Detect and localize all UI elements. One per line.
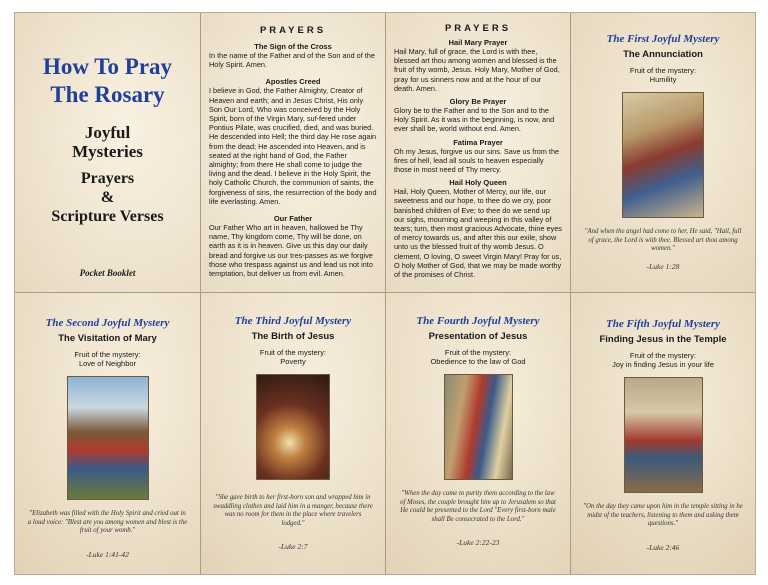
cover-panel (15, 13, 201, 293)
cover-subtitle-line: Mysteries (72, 142, 143, 161)
fruit-label: Fruit of the mystery: (629, 351, 697, 360)
scripture-quote: "She gave birth to her first-born son and wrapped him in swaddling clothes and laid him in a manger, because there was no room for them in the place where travelers lodged." (213, 494, 373, 527)
mystery-fruit (579, 66, 747, 84)
nativity-painting (256, 374, 330, 480)
mystery-title: The Second Joyful Mystery (45, 317, 170, 329)
prayers-panel-right (386, 13, 571, 293)
mystery-fruit (394, 348, 562, 366)
mystery-name: Presentation of Jesus (428, 331, 528, 342)
presentation-painting (444, 374, 513, 480)
scripture-quote: "On the day they came upon him in the temple sitting in he midst of the teachers, listening to them and asking them questions." (583, 503, 743, 528)
fruit-value: Love of Neighbor (78, 359, 137, 368)
booklet-sheet (14, 12, 756, 575)
prayer-title: Hail Mary Prayer (448, 38, 508, 47)
mystery-title: The Fourth Joyful Mystery (416, 315, 540, 327)
cover-footer: Pocket Booklet (79, 268, 136, 278)
cover-contents-line: & (100, 189, 115, 206)
mystery-title: The Third Joyful Mystery (234, 315, 352, 327)
mystery-panel-1 (571, 13, 755, 293)
mystery-name: The Visitation of Mary (58, 333, 157, 344)
fruit-label: Fruit of the mystery: (444, 348, 512, 357)
mystery-name: The Birth of Jesus (251, 331, 335, 342)
mystery-title: The First Joyful Mystery (606, 33, 720, 45)
scripture-reference: -Luke 2:22-23 (456, 538, 500, 548)
cover-title-line: The Rosary (50, 82, 165, 107)
prayer-title: Fatima Prayer (453, 137, 503, 147)
prayer-title: Hail Holy Queen (449, 178, 507, 188)
scripture-quote: "Elizabeth was filled with the Holy Spirit and cried out in a loud voice: "Blest are you among women and blest is the fruit of your womb." (27, 510, 188, 535)
fruit-label: Fruit of the mystery: (629, 66, 697, 75)
prayer-title: Apostles Creed (265, 77, 321, 87)
annunciation-painting (622, 92, 704, 218)
fruit-value: Obedience to the law of God (430, 357, 526, 366)
mystery-name: The Annunciation (623, 49, 703, 60)
scripture-reference: -Luke 1:28 (646, 261, 680, 271)
mystery-name: Finding Jesus in the Temple (599, 334, 727, 345)
prayer-title: Glory Be Prayer (449, 97, 507, 107)
prayer-text: In the name of the Father and of the Son and of the Holy Spirit. Amen. (209, 51, 375, 70)
scripture-reference: -Luke 1:41-42 (86, 549, 129, 559)
cover-subtitle-line: Joyful (84, 123, 131, 142)
mystery-panel-2 (15, 293, 201, 574)
prayers-heading: PRAYERS (259, 25, 327, 36)
prayer-text: Hail Mary, full of grace, the Lord is with thee, blessed art thou among women and blessed is the fruit of thy womb, Jesus. Holy Mary, Mother of God, pray for us sinners now and at the hour of our death. Amen. (394, 47, 560, 93)
fruit-label: Fruit of the mystery: (74, 350, 141, 359)
prayers-heading: PRAYERS (444, 23, 512, 34)
fruit-value: Humility (649, 75, 677, 84)
scripture-reference: -Luke 2:46 (646, 542, 680, 552)
mystery-fruit (209, 348, 377, 366)
prayer-text: Glory be to the Father and to the Son and to the Holy Spirit. As it was in the beginning, is now, and ever shall be, world without end. Amen. (394, 106, 555, 134)
fruit-label: Fruit of the mystery: (259, 348, 327, 357)
prayer-title: The Sign of the Cross (254, 42, 332, 51)
mystery-title: The Fifth Joyful Mystery (606, 318, 720, 330)
mystery-panel-5 (571, 293, 755, 574)
prayer-title: Our Father (273, 214, 313, 224)
scripture-quote: "And when the angel had come to her, He said, "Hail, full of grace, the Lord is with thee. Blessed art thou among women." (584, 228, 742, 253)
cover-title (23, 53, 192, 109)
cover-contents (23, 169, 192, 226)
prayer-text: Oh my Jesus, forgive us our sins. Save us from the fires of hell, lead all souls to heaven especially those in most need of Thy mercy. (394, 146, 560, 175)
prayer-text: Hail, Holy Queen, Mother of Mercy, our life, our sweetness and our hope, to thee do we cry, poor banished children of Eve; to thee do we send up our sighs, mourning and weeping in this valley of tears; turn, then most gracious Advocate, thine eyes of mercy towards us, and after this our exile, show unto us the blessed fruit of thy womb Jesus. O clement, O loving, O sweet Virgin Mary! Pray for us, O holy Mother of God, that we may be made worthy of the promises of Christ. (394, 187, 562, 280)
scripture-quote: "When the day came to purity them according to the law of Moses, the couple brought him up to Jerusalem so that He could be presented to the Lord "Every first-born male shall Be consecrated to the Lord." (400, 490, 556, 523)
cover-title-line: How To Pray (42, 54, 173, 79)
cover-contents-line: Scripture Verses (51, 208, 164, 225)
scripture-reference: -Luke 2:7 (278, 542, 308, 552)
visitation-painting (67, 376, 149, 500)
cover-subtitle (23, 123, 192, 161)
prayers-panel-left (201, 13, 386, 293)
fruit-value: Poverty (280, 357, 306, 366)
mystery-fruit (23, 350, 192, 368)
finding-in-temple-painting (624, 377, 703, 493)
cover-contents-line: Prayers (80, 170, 135, 187)
fruit-value: Joy in finding Jesus in your life (612, 360, 714, 369)
prayer-text: I believe in God, the Father Almighty, Creator of Heaven and earth; and in Jesus Christ, His only Son Our Lord, Who was conceived by the Holy Spirit, born of the Virgin Mary, suf-fered under Pontius Pilate, was crucified, died, and was buried. He descended into Hell; the third day He rose again from the dead; He ascended into Heaven, and is seated at the right hand of God, the Father almighty; from there He shall come to judge the living and the dead. I believe in the Holy Spirit, the holy Catholic Church, the communion of saints, the forgiveness of sins, the resurrection of the body and life everlasting. Amen. (209, 86, 377, 206)
mystery-fruit (579, 351, 747, 369)
mystery-panel-4 (386, 293, 571, 574)
mystery-panel-3 (201, 293, 386, 574)
prayer-text: Our Father Who art in heaven, hallowed be Thy name, Thy kingdom come, Thy will be done, on earth as it is in heaven. Give us this day our daily bread and forgive us our tres-passes as we forgive those who trespass against us and lead us not into temptation, but deliver us from evil. Amen. (209, 223, 373, 279)
